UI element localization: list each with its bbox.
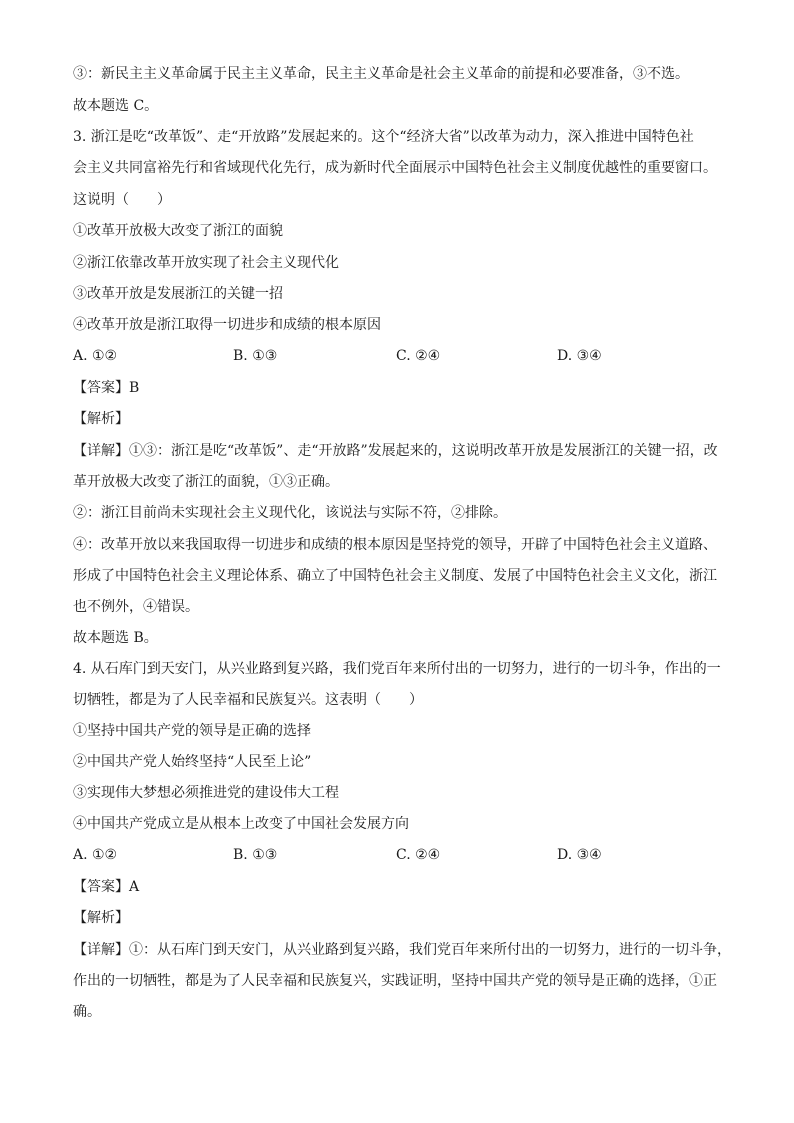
option-b: B. ①③ — [233, 847, 278, 863]
option-c: C. ②④ — [396, 348, 441, 364]
text-line: 切牺牲，都是为了人民幸福和民族复兴。这表明（ ） — [73, 692, 423, 708]
option-c: C. ②④ — [396, 847, 441, 863]
explanation-line: ④：改革开放以来我国取得一切进步和成绩的根本原因是坚持党的领导，开辟了中国特色社会主义道路、 — [73, 537, 717, 553]
statement-item: ①坚持中国共产党的领导是正确的选择 — [73, 723, 311, 739]
analysis-label: 【解析】 — [73, 910, 129, 926]
analysis-label: 【解析】 — [73, 411, 129, 427]
statement-item: ②中国共产党人始终坚持“人民至上论” — [73, 754, 312, 770]
explanation-line: 革开放极大改变了浙江的面貌，①③正确。 — [73, 474, 339, 490]
question-3-stem: 3. 浙江是吃“改革饭”、走“开放路”发展起来的。这个“经济大省”以改革为动力，深入推进中国特色社 — [73, 129, 694, 145]
answer-label: 【答案】A — [73, 879, 140, 895]
text-line: 这说明（ ） — [73, 192, 171, 208]
statement-item: ①改革开放极大改变了浙江的面貌 — [73, 223, 283, 239]
text-line: 会主义共同富裕先行和省域现代化先行，成为新时代全面展示中国特色社会主义制度优越性的重要窗口。 — [73, 160, 717, 176]
statement-item: ③改革开放是发展浙江的关键一招 — [73, 286, 283, 302]
statement-item: ②浙江依靠改革开放实现了社会主义现代化 — [73, 255, 339, 271]
explanation-line: 也不例外，④错误。 — [73, 599, 199, 615]
option-b: B. ①③ — [233, 348, 278, 364]
explanation-line: 确。 — [73, 1004, 101, 1020]
text-line: ③：新民主主义革命属于民主主义革命，民主主义革命是社会主义革命的前提和必要准备，③不选。 — [73, 66, 689, 82]
explanation-line: 作出的一切牺牲，都是为了人民幸福和民族复兴，实践证明，坚持中国共产党的领导是正确的选择，①正 — [73, 973, 717, 989]
option-d: D. ③④ — [557, 348, 602, 364]
option-a: A. ①② — [73, 348, 118, 364]
answer-label: 【答案】B — [73, 380, 140, 396]
explanation-line: ②：浙江目前尚未实现社会主义现代化，该说法与实际不符，②排除。 — [73, 505, 507, 521]
text-line: 故本题选 C。 — [73, 98, 159, 114]
option-a: A. ①② — [73, 847, 118, 863]
explanation-line: 形成了中国特色社会主义理论体系、确立了中国特色社会主义制度、发展了中国特色社会主义文化，浙江 — [73, 568, 717, 584]
statement-item: ④中国共产党成立是从根本上改变了中国社会发展方向 — [73, 816, 409, 832]
explanation-line: 【详解】①：从石库门到天安门，从兴业路到复兴路，我们党百年来所付出的一切努力，进行的一切斗争， — [73, 942, 731, 958]
text-line: 故本题选 B。 — [73, 630, 158, 646]
statement-item: ④改革开放是浙江取得一切进步和成绩的根本原因 — [73, 317, 381, 333]
question-4-stem: 4. 从石库门到天安门，从兴业路到复兴路，我们党百年来所付出的一切努力，进行的一切斗争，作出的一 — [73, 661, 721, 677]
explanation-line: 【详解】①③：浙江是吃“改革饭”、走“开放路”发展起来的，这说明改革开放是发展浙江的关键一招，改 — [73, 443, 718, 459]
option-d: D. ③④ — [557, 847, 602, 863]
statement-item: ③实现伟大梦想必须推进党的建设伟大工程 — [73, 785, 339, 801]
